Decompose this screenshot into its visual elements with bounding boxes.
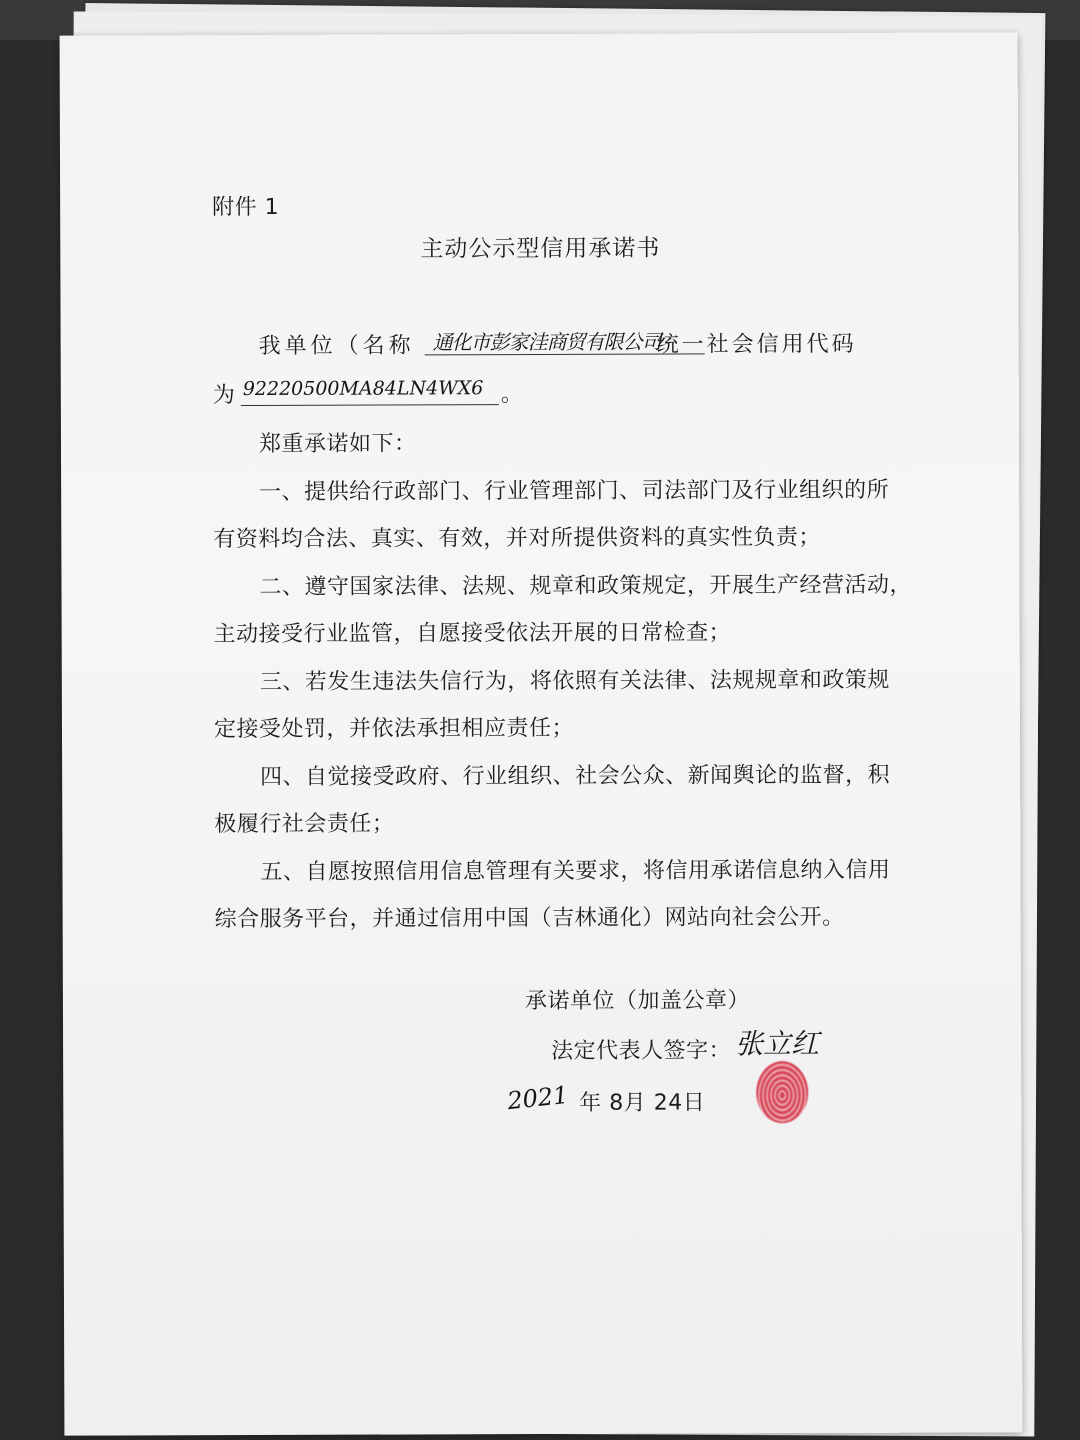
- promise-heading: 郑重承诺如下：: [258, 431, 417, 457]
- document-title: 主动公示型信用承诺书: [420, 235, 661, 263]
- paragraph-3-line-2: 定接受处罚，并依法承担相应责任；: [213, 715, 575, 743]
- credit-code-handwriting: 92220500MA84LN4WX6: [242, 377, 484, 401]
- paragraph-1-line-1: 一、提供给行政部门、行业管理部门、司法部门及行业组织的所: [259, 477, 890, 505]
- intro-text-start: 我单位（名称: [258, 333, 415, 359]
- document-page: [60, 32, 1023, 1435]
- paragraph-3-line-1: 三、若发生违法失信行为，将依照有关法律、法规规章和政策规: [259, 667, 890, 695]
- legal-rep-signature: 张立红: [735, 1027, 820, 1061]
- date-year-handwriting: 2021: [505, 1080, 570, 1116]
- paragraph-4-line-1: 四、自觉接受政府、行业组织、社会公众、新闻舆论的监督，积: [260, 762, 891, 790]
- legal-rep-label: 法定代表人签字：: [551, 1038, 732, 1064]
- intro-text-end: 统一社会信用代码: [656, 331, 857, 358]
- commitment-unit-label: 承诺单位（加盖公章）: [524, 988, 750, 1015]
- paragraph-5-line-1: 五、自愿按照信用信息管理有关要求，将信用承诺信息纳入信用: [260, 857, 891, 885]
- credit-code-prefix: 为: [212, 383, 236, 409]
- attachment-label: 附件 1: [212, 194, 280, 221]
- paragraph-5-line-2: 综合服务平台，并通过信用中国（吉林通化）网站向社会公开。: [214, 904, 845, 933]
- fingerprint-seal: [756, 1061, 808, 1123]
- company-name-handwriting: 通化市彭家洼商贸有限公司: [432, 329, 661, 355]
- credit-code-suffix: 。: [500, 382, 524, 408]
- paragraph-1-line-2: 有资料均合法、真实、有效，并对所提供资料的真实性负责；: [213, 525, 821, 553]
- date-text: 年 8月 24日: [579, 1090, 706, 1116]
- paragraph-4-line-2: 极履行社会责任；: [214, 811, 395, 838]
- paragraph-2-line-1: 二、遵守国家法律、法规、规章和政策规定，开展生产经营活动，: [259, 572, 913, 600]
- paragraph-2-line-2: 主动接受行业监管，自愿接受依法开展的日常检查；: [213, 620, 732, 648]
